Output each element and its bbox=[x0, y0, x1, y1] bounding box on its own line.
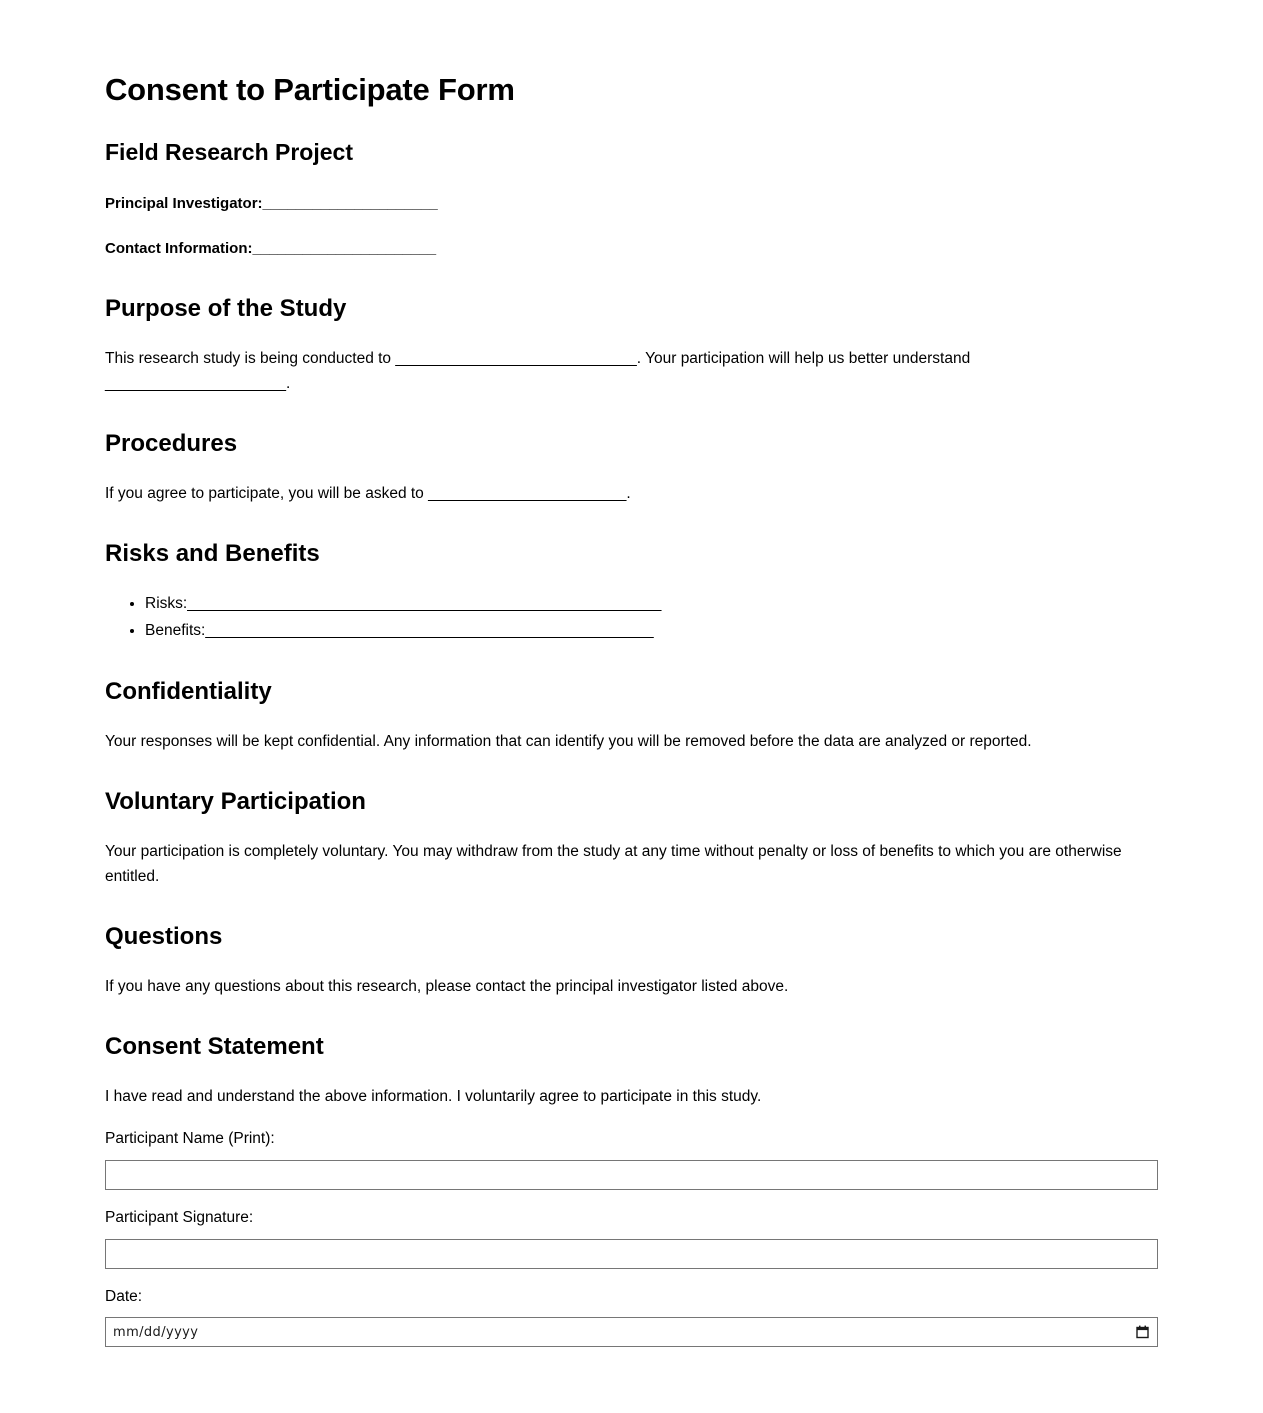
principal-investigator-blank: _____________________ bbox=[262, 195, 438, 213]
benefits-blank: ____________________________________________________ bbox=[205, 621, 654, 639]
principal-investigator-label: Principal Investigator: bbox=[105, 195, 263, 213]
list-item bbox=[145, 591, 1158, 618]
procedures-text-before: If you agree to participate, you will be asked to bbox=[105, 484, 429, 502]
contact-information-blank: ______________________ bbox=[252, 240, 437, 258]
participant-signature-label: Participant Signature: bbox=[105, 1208, 254, 1226]
procedures-paragraph bbox=[105, 481, 1158, 506]
purpose-blank-1: ____________________________ bbox=[395, 349, 637, 367]
date-input-wrapper bbox=[105, 1317, 1158, 1347]
section-heading-consent-statement: Consent Statement bbox=[105, 1033, 324, 1061]
contact-information-label: Contact Information: bbox=[105, 240, 253, 258]
section-heading-voluntary-participation: Voluntary Participation bbox=[105, 788, 366, 816]
calendar-icon[interactable] bbox=[1136, 1317, 1149, 1347]
list-item bbox=[145, 618, 1158, 645]
procedures-text-after: . bbox=[626, 484, 631, 502]
purpose-paragraph bbox=[105, 346, 1158, 396]
questions-paragraph: If you have any questions about this research, please contact the principal investigator listed above. bbox=[105, 977, 789, 995]
risks-label: Risks: bbox=[145, 594, 188, 612]
date-format-hint: mm/dd/yyyy bbox=[113, 1324, 199, 1340]
purpose-text-middle: . Your participation will help us better understand bbox=[636, 349, 971, 367]
principal-investigator-line bbox=[105, 192, 1158, 216]
consent-statement-paragraph: I have read and understand the above information. I voluntarily agree to participate in this study. bbox=[105, 1087, 762, 1105]
risks-blank: _______________________________________________________ bbox=[187, 594, 662, 612]
page-title: Consent to Participate Form bbox=[105, 72, 515, 107]
date-label: Date: bbox=[105, 1287, 143, 1305]
participant-name-input[interactable] bbox=[105, 1160, 1158, 1190]
contact-information-line bbox=[105, 237, 1158, 261]
participant-signature-group bbox=[105, 1206, 1158, 1269]
date-group bbox=[105, 1285, 1158, 1348]
purpose-text-after: . bbox=[286, 375, 291, 393]
document-subtitle: Field Research Project bbox=[105, 138, 353, 165]
benefits-label: Benefits: bbox=[145, 621, 206, 639]
date-input[interactable] bbox=[105, 1317, 1158, 1347]
section-heading-purpose: Purpose of the Study bbox=[105, 295, 347, 323]
participant-name-label: Participant Name (Print): bbox=[105, 1129, 275, 1147]
confidentiality-paragraph: Your responses will be kept confidential. Any information that can identify you will be removed before the data are analyzed or reported. bbox=[105, 733, 1032, 750]
purpose-text-before: This research study is being conducted to bbox=[105, 349, 396, 367]
voluntary-participation-paragraph: Your participation is completely voluntary. You may withdraw from the study at any time without penalty or loss of benefits to which you are otherwise entitled. bbox=[105, 842, 1122, 886]
participant-signature-input[interactable] bbox=[105, 1239, 1158, 1269]
participant-name-group bbox=[105, 1127, 1158, 1190]
section-heading-questions: Questions bbox=[105, 923, 223, 951]
section-heading-procedures: Procedures bbox=[105, 430, 238, 458]
procedures-blank-1: _______________________ bbox=[428, 484, 627, 502]
purpose-blank-2: _____________________ bbox=[105, 375, 287, 393]
section-heading-risks-benefits: Risks and Benefits bbox=[105, 540, 320, 568]
section-heading-confidentiality: Confidentiality bbox=[105, 678, 272, 706]
risks-benefits-list bbox=[105, 591, 1158, 644]
